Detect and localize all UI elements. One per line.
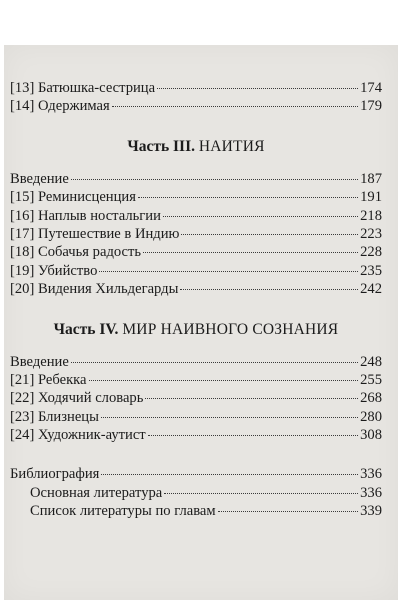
toc-entry-page: 187 (360, 170, 382, 187)
toc-entry-label: [18] Собачья радость (10, 244, 142, 261)
dot-leader (138, 193, 358, 198)
toc-entry-page: 235 (360, 262, 382, 279)
toc-entry-label: [24] Художник-аутист (10, 427, 146, 444)
dot-leader (145, 394, 358, 399)
toc-entry-page: 179 (360, 98, 382, 115)
toc-entry (10, 170, 382, 188)
toc-entry-label: [20] Видения Хильдегарды (10, 281, 179, 298)
dot-leader (164, 489, 358, 494)
toc-entry-label: Библиография (10, 466, 100, 483)
toc-entry-page: 336 (360, 466, 382, 483)
toc-entry (10, 225, 382, 243)
part-title: НАИТИЯ (198, 137, 265, 155)
toc-entry-label: [13] Батюшка-сестрица (10, 80, 156, 96)
toc-entry (10, 188, 382, 206)
dot-leader (89, 376, 359, 381)
dot-leader (180, 285, 358, 290)
toc-entry-page: 242 (360, 281, 382, 298)
toc-entry-page: 223 (360, 225, 382, 242)
part-heading (10, 320, 382, 340)
toc-entry (10, 243, 382, 261)
toc-entry (10, 207, 382, 225)
dot-leader (112, 102, 358, 107)
toc-entry-label: [17] Путешествие в Индию (10, 225, 180, 242)
toc-entry-label: Основная литература (30, 484, 163, 501)
dot-leader (101, 413, 358, 418)
dot-leader (148, 431, 358, 436)
toc-entry-label: Введение (10, 170, 69, 187)
toc-entry (10, 353, 382, 371)
toc-entry-page: 191 (360, 189, 382, 206)
dot-leader (218, 507, 358, 512)
part-number: Часть III. (127, 137, 195, 155)
toc-entry-page: 174 (360, 80, 382, 96)
dot-leader (163, 212, 358, 217)
dot-leader (101, 470, 358, 475)
part-number: Часть IV. (53, 320, 119, 338)
dot-leader (181, 230, 358, 235)
toc-entry (10, 389, 382, 407)
dot-leader (157, 84, 358, 89)
dot-leader (143, 248, 358, 253)
toc-entry-page: 255 (360, 371, 382, 388)
toc-entry (10, 262, 382, 280)
toc-entry-page: 280 (360, 408, 382, 425)
toc-entry-label: [22] Ходячий словарь (10, 390, 144, 407)
toc-entry-page: 339 (360, 503, 382, 520)
toc-entry (10, 408, 382, 426)
toc-entry-label: [16] Наплыв ностальгии (10, 207, 161, 224)
toc-entry-label: Введение (10, 353, 69, 370)
toc-entry-bibliography (10, 465, 382, 483)
toc-entry (10, 79, 382, 97)
toc-entry-label: [14] Одержимая (10, 98, 110, 115)
toc-entry-page: 228 (360, 244, 382, 261)
toc-entry (10, 371, 382, 389)
toc-entry (10, 97, 382, 115)
toc-entry-page: 268 (360, 390, 382, 407)
toc-entry-label: [15] Реминисценция (10, 189, 136, 206)
toc-entry-page: 336 (360, 484, 382, 501)
toc-entry (10, 426, 382, 444)
part-title: МИР НАИВНОГО СОЗНАНИЯ (122, 320, 339, 338)
toc-entry-label: [21] Ребекка (10, 371, 87, 388)
toc-entry-label: [23] Близнецы (10, 408, 99, 425)
dot-leader (71, 358, 358, 363)
toc-entry-page: 308 (360, 427, 382, 444)
toc-entry-page: 218 (360, 207, 382, 224)
toc-entry-page: 248 (360, 353, 382, 370)
toc-subentry (10, 484, 382, 502)
toc-subentry (10, 502, 382, 520)
part-heading (10, 137, 382, 157)
table-of-contents (10, 79, 382, 521)
toc-entry-label: Список литературы по главам (30, 503, 216, 520)
dot-leader (99, 267, 358, 272)
toc-entry-label: [19] Убийство (10, 262, 98, 279)
toc-entry (10, 280, 382, 298)
dot-leader (71, 175, 358, 180)
